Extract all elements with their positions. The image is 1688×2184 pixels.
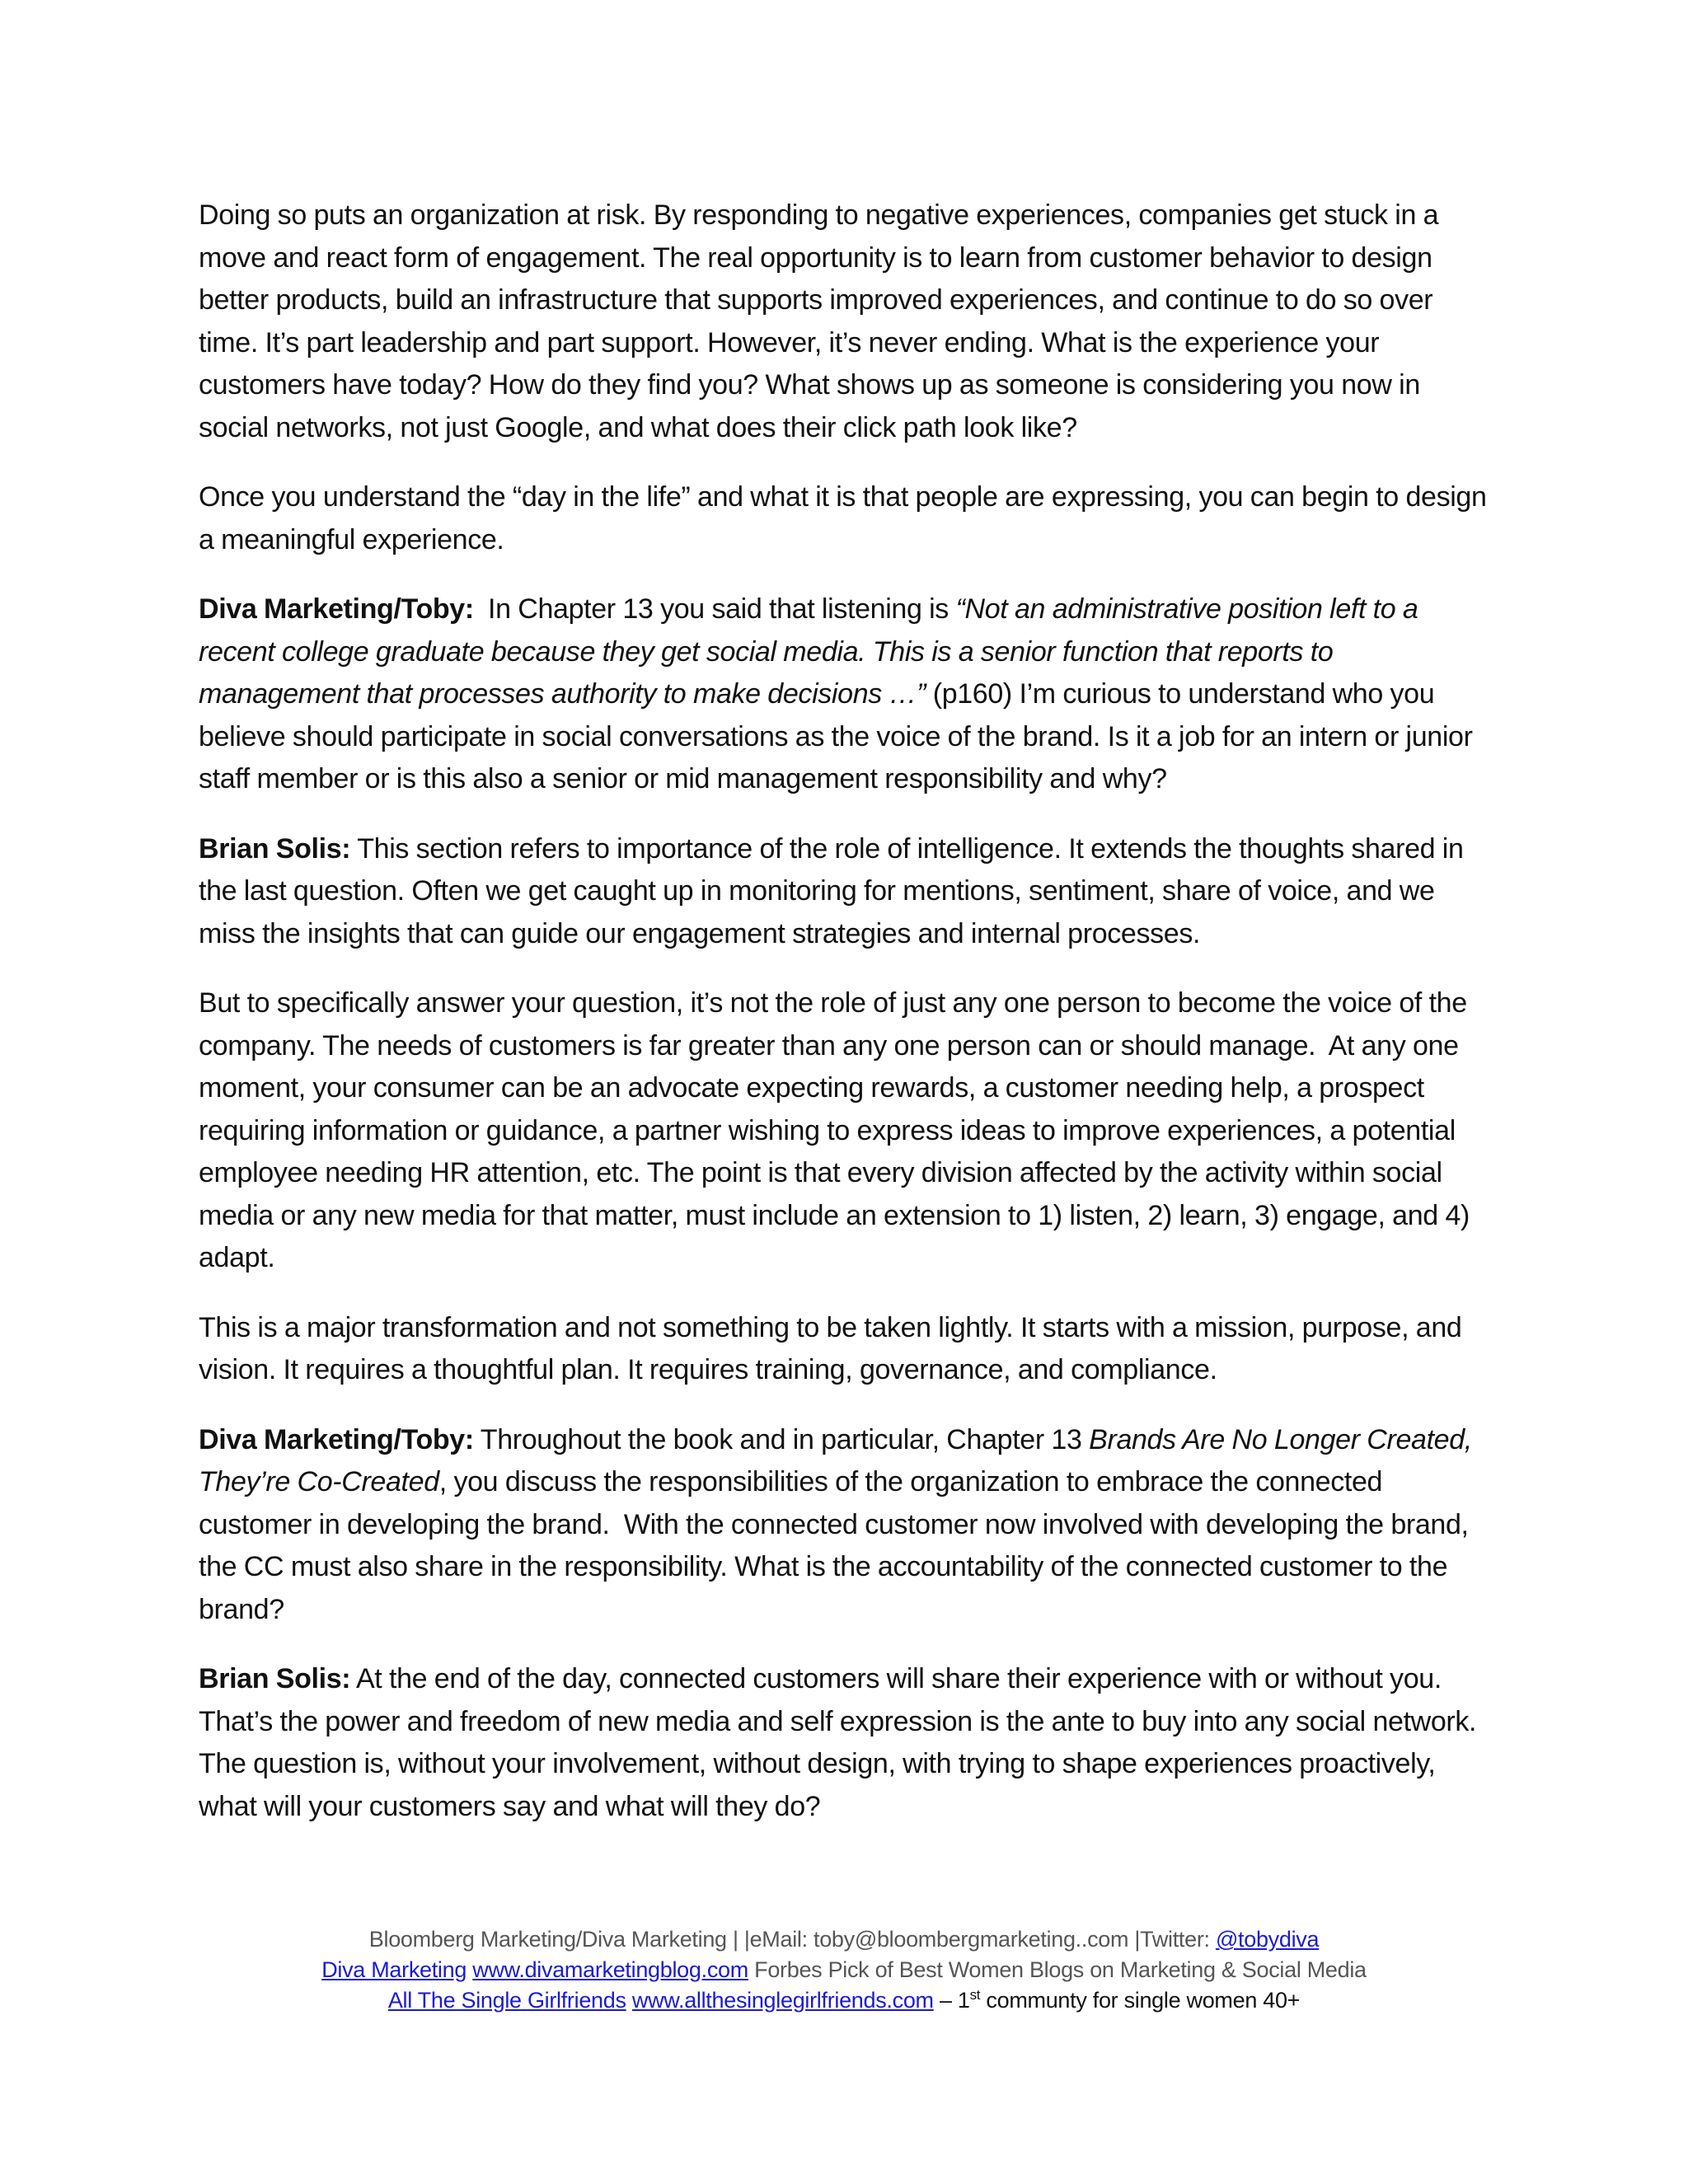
speaker-label: Brian Solis:	[199, 832, 351, 865]
footer-contact-text: Bloomberg Marketing/Diva Marketing | |eMail: toby@bloombergmarketing..com |Twitter:	[368, 1927, 1216, 1952]
question-text: Throughout the book and in particular, Chapter 13	[473, 1423, 1090, 1455]
document-body	[199, 194, 1491, 1855]
question-text: , you discuss the responsibilities of the organization to embrace the connected customer in developing the brand. With the connected customer now involved with developing the brand, the CC must also share in the responsibility. What is the accountability of the connected customer to the brand?	[199, 1466, 1476, 1625]
footer-line-contact	[0, 1924, 1688, 1955]
blog-name-link[interactable]: Diva Marketing	[321, 1957, 467, 1982]
community-name-link[interactable]: All The Single Girlfriends	[387, 1988, 626, 2013]
footer-line-blog	[0, 1955, 1688, 1985]
question-text: In Chapter 13 you said that listening is	[473, 593, 956, 625]
footer-blog-text: Forbes Pick of Best Women Blogs on Marketing & Social Media	[748, 1957, 1367, 1982]
paragraph-text: Doing so puts an organization at risk. By responding to negative experiences, companies get stuck in a move and react form of engagement. The real opportunity is to learn from customer behavior to design better products, build an infrastructure that supports improved experiences, and continue to do so over time. It’s part leadership and part support. However, it’s never ending. What is the experience your customers have today? How do they find you? What shows up as someone is considering you now in social networks, not just Google, and what does their click path look like?	[199, 199, 1439, 443]
answer-intelligence	[199, 828, 1491, 956]
paragraph-voice-of-company	[199, 982, 1491, 1280]
question-text: (p160) I’m curious to understand who you believe should participate in social conversations as the voice of the brand. Is it a job for an intern or junior staff member or is this also a senior or mid management responsibility and why?	[199, 678, 1473, 794]
question-accountability	[199, 1419, 1491, 1632]
footer-dash-text: – 1	[933, 1988, 970, 2013]
speaker-label: Diva Marketing/Toby:	[199, 593, 474, 625]
footer-community-text: communty for single women 40+	[980, 1988, 1301, 2013]
paragraph-text: But to specifically answer your question, it’s not the role of just any one person to become the voice of the company. The needs of customers is far greater than any one person can or should manage. At any one moment, your consumer can be an advocate expecting rewards, a customer needing help, a prospect requiring information or guidance, a partner wishing to express ideas to improve experiences, a potential employee needing HR attention, etc. The point is that every division affected by the activity within social media or any new media for that matter, must include an extension to 1) listen, 2) learn, 3) engage, and 4) adapt.	[199, 987, 1477, 1273]
paragraph-risk	[199, 194, 1491, 449]
paragraph-day-in-life	[199, 476, 1491, 561]
quote-text: “Not an administrative position left to a recent college graduate because they get social media. This is a senior function that reports to management that processes authority to make decisions …”	[199, 593, 1418, 710]
answer-text: This section refers to importance of the role of intelligence. It extends the thoughts shared in the last question. Often we get caught up in monitoring for mentions, sentiment, share of voice, and we miss the insights that can guide our engagement strategies and internal processes.	[199, 832, 1464, 949]
question-listening	[199, 588, 1491, 801]
answer-share-experience	[199, 1658, 1491, 1828]
blog-url-link[interactable]: www.divamarketingblog.com	[472, 1957, 748, 1982]
ordinal-suffix: st	[969, 1987, 981, 2003]
answer-text: At the end of the day, connected customers will share their experience with or without you. That’s the power and freedom of new media and self expression is the ante to buy into any social network. The question is, without your involvement, without design, with trying to shape experiences proactively, what will your customers say and what will they do?	[199, 1663, 1477, 1822]
footer-line-community	[0, 1985, 1688, 2016]
paragraph-text: This is a major transformation and not something to be taken lightly. It starts with a mission, purpose, and vision. It requires a thoughtful plan. It requires training, governance, and compliance.	[199, 1311, 1462, 1385]
community-url-link[interactable]: www.allthesinglegirlfriends.com	[631, 1988, 934, 2013]
page-footer	[0, 1924, 1688, 2016]
chapter-title: Brands Are No Longer Created, They’re Co-Created	[199, 1423, 1472, 1497]
twitter-link[interactable]: @tobydiva	[1215, 1927, 1320, 1952]
speaker-label: Diva Marketing/Toby:	[199, 1423, 474, 1455]
paragraph-text: Once you understand the “day in the life” and what it is that people are expressing, you can begin to design a meaningful experience.	[199, 481, 1487, 555]
paragraph-transformation	[199, 1307, 1491, 1392]
speaker-label: Brian Solis:	[199, 1663, 351, 1694]
